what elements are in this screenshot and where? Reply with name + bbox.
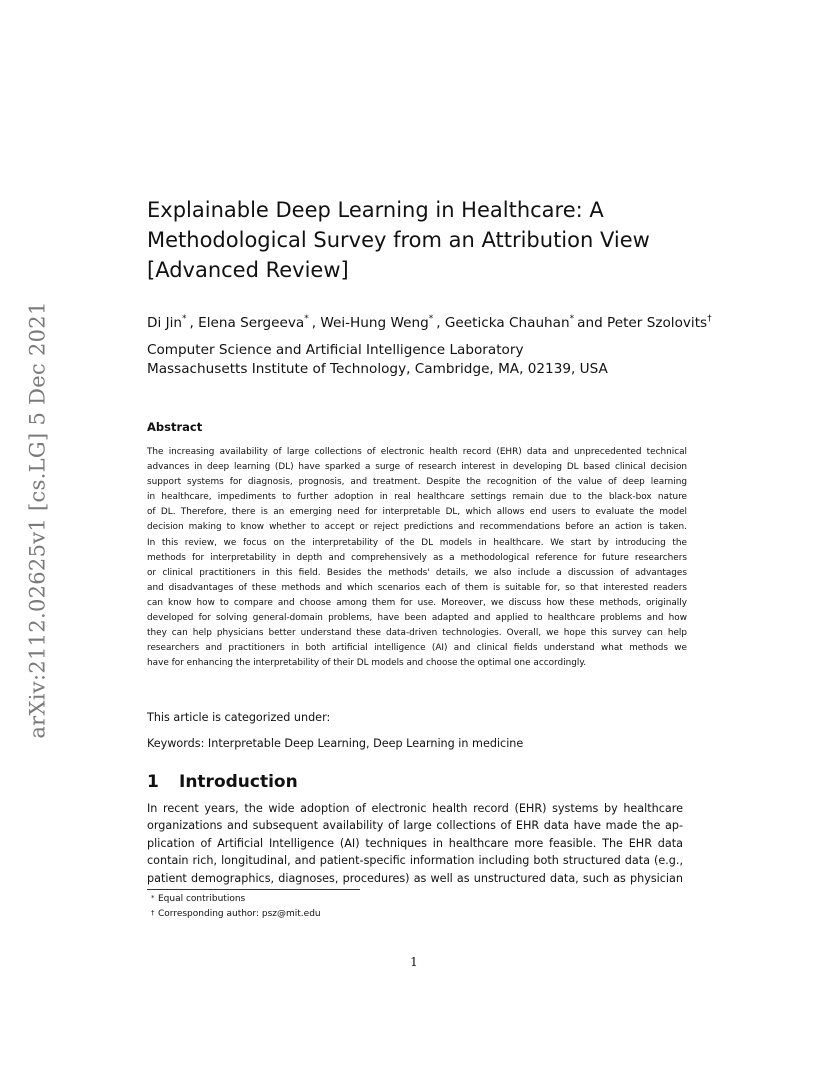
title-line: Explainable Deep Learning in Healthcare: A	[147, 198, 604, 222]
footnote	[151, 909, 321, 919]
abstract-line: decision making to know whether to accept or reject predictions and recommendations before an action is taken.	[147, 522, 687, 533]
abstract-line: advances in deep learning (DL) have sparked a surge of research interest in developing DL based clinical decision	[147, 462, 687, 473]
author-mark: *	[428, 314, 434, 324]
page-number: 1	[410, 955, 418, 969]
footnote-mark: †	[151, 909, 155, 917]
category-note: This article is categorized under:	[147, 711, 331, 724]
affiliation-line: Massachusetts Institute of Technology, Cambridge, MA, 02139, USA	[147, 361, 608, 377]
abstract-line: of DL. Therefore, there is an emerging need for interpretable DL, which allows end users to evaluate the model	[147, 507, 687, 518]
intro-line: organizations and subsequent availability of large collections of EHR data have made the ap-	[147, 819, 683, 833]
title-line: [Advanced Review]	[147, 258, 349, 282]
affiliation	[147, 341, 608, 379]
footnote	[151, 894, 246, 904]
footnote-text: Corresponding author: psz@mit.edu	[158, 909, 321, 919]
section-heading	[147, 772, 298, 792]
arxiv-identifier	[20, 285, 56, 755]
abstract-line: support systems for diagnosis, prognosis, and treatment. Despite the recognition of the value of deep learning	[147, 477, 687, 488]
abstract-line: In this review, we focus on the interpretability of the DL models in healthcare. We start by introducing the	[147, 537, 687, 548]
author-name: Peter Szolovits	[607, 315, 708, 331]
footnote-mark: *	[151, 894, 155, 902]
intro-paragraph	[147, 800, 683, 887]
abstract-line: can know how to compare and choose among them for use. Moreover, we discuss how these methods, originally	[147, 597, 687, 608]
author-name: Wei-Hung Weng	[320, 315, 429, 331]
author-name: Geeticka Chauhan	[444, 315, 570, 331]
author-mark: †	[707, 314, 712, 324]
abstract-line: The increasing availability of large collections of electronic health record (EHR) data and unprecedented technical	[147, 447, 687, 457]
intro-line: plication of Artificial Intelligence (AI) techniques in healthcare more feasible. The EHR data	[147, 836, 683, 850]
keywords: Keywords: Interpretable Deep Learning, Deep Learning in medicine	[147, 737, 524, 750]
abstract-line: developed for solving general-domain problems, have been adapted and applied to healthcare problems and how	[147, 613, 687, 624]
footnote-text: Equal contributions	[158, 894, 246, 904]
abstract-line: or clinical practitioners in this field. Besides the methods' details, we also include a discussion of advantages	[147, 567, 687, 578]
abstract-line: and disadvantages of these methods and which scenarios each of them is suitable for, so that interested readers	[147, 582, 687, 593]
affiliation-line: Computer Science and Artificial Intelligence Laboratory	[147, 342, 524, 358]
author-mark: *	[304, 314, 309, 324]
abstract-line: have for enhancing the interpretability of their DL models and choose the optimal one accordingly.	[147, 658, 587, 669]
abstract-line: methods for interpretability in depth and comprehensively as a methodological reference for future researchers	[147, 552, 687, 563]
arxiv-id-text: arXiv:2112.02625v1 [cs.LG] 5 Dec 2021	[26, 301, 51, 739]
section-number: 1	[147, 772, 159, 792]
section-title: Introduction	[179, 772, 298, 792]
intro-line: patient demographics, diagnoses, procedures) as well as unstructured data, such as physician	[147, 871, 683, 885]
abstract-body	[147, 445, 687, 671]
abstract-line: in healthcare, impediments to further adoption in real healthcare settings remain due to the black-box nature	[147, 492, 687, 503]
author-mark: *	[181, 314, 187, 324]
author-list: Di Jin* , Elena Sergeeva* , Wei-Hung Weng* , Geeticka Chauhan* and Peter Szolovits†	[147, 314, 712, 331]
abstract-heading: Abstract	[147, 420, 203, 434]
footnote-rule	[147, 889, 360, 890]
title-line: Methodological Survey from an Attribution View	[147, 228, 650, 252]
intro-line: contain rich, longitudinal, and patient-specific information including both structured data (e.g.,	[147, 854, 683, 868]
intro-line: In recent years, the wide adoption of electronic health record (EHR) systems by healthcare	[147, 802, 683, 815]
author-name: Elena Sergeeva	[198, 315, 305, 331]
author-mark: *	[569, 314, 575, 324]
abstract-line: researchers and practitioners in both artificial intelligence (AI) and clinical fields understand what methods we	[147, 643, 687, 654]
author-name: Di Jin	[147, 315, 182, 331]
abstract-line: they can help physicians better understand these data-driven technologies. Overall, we hope this survey can help	[147, 628, 687, 639]
paper-title	[147, 195, 667, 285]
